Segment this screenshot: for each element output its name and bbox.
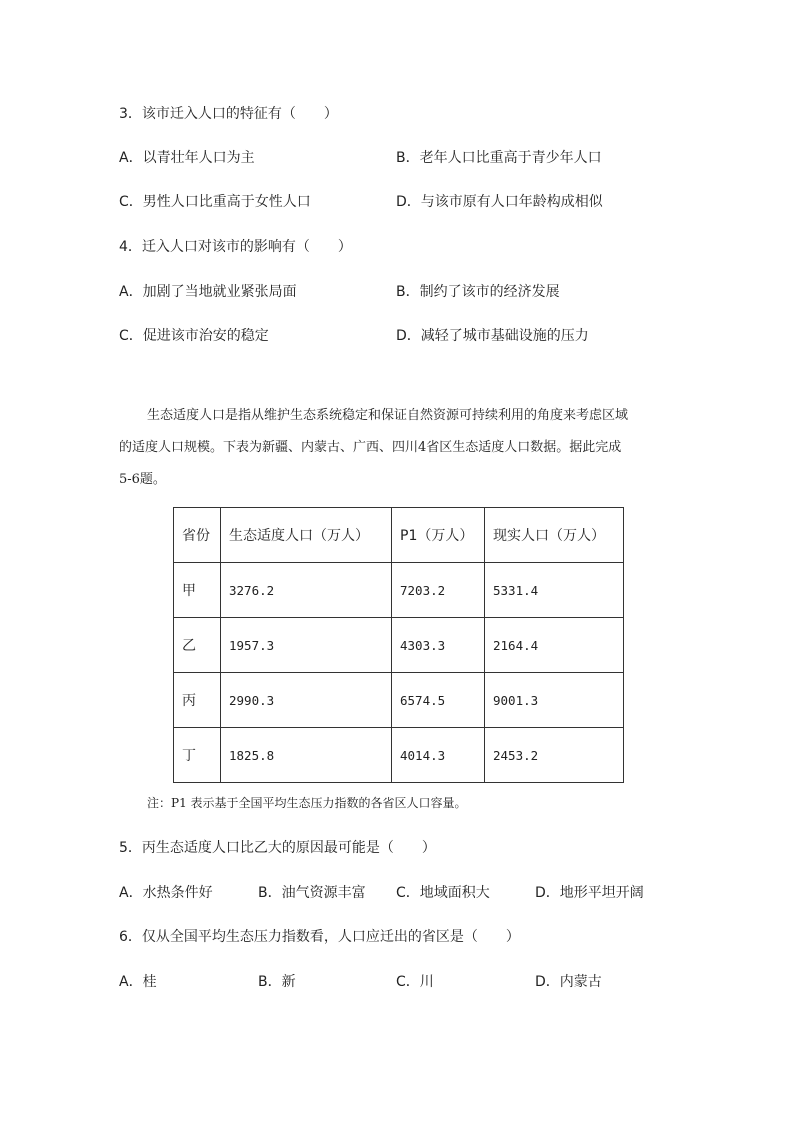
q3-option-b[interactable]: B．老年人口比重高于青少年人口	[396, 150, 602, 166]
header-actual-population: 现实人口（万人）	[485, 508, 624, 563]
table-cell: 5331.4	[485, 563, 624, 618]
table-note: 注：P1 表示基于全国平均生态压力指数的各省区人口容量。	[147, 796, 467, 810]
table-row	[174, 673, 624, 728]
table-cell: 7203.2	[392, 563, 485, 618]
population-table	[173, 507, 624, 783]
table-cell: 1825.8	[221, 728, 392, 783]
passage-line-3: 5-6题。	[119, 472, 166, 487]
table-cell: 2164.4	[485, 618, 624, 673]
q6-option-a[interactable]: A．桂	[119, 974, 157, 990]
table-header-row	[174, 508, 624, 563]
q5-option-c[interactable]: C．地域面积大	[396, 885, 490, 901]
q5-option-d[interactable]: D．地形平坦开阔	[535, 885, 644, 901]
table-cell: 4014.3	[392, 728, 485, 783]
reading-passage	[119, 400, 674, 496]
header-eco-population: 生态适度人口（万人）	[221, 508, 392, 563]
row-label: 甲	[174, 563, 221, 618]
q4-stem: 4．迁入人口对该市的影响有（ ）	[119, 239, 352, 255]
q5-stem: 5．丙生态适度人口比乙大的原因最可能是（ ）	[119, 840, 436, 856]
q5-option-b[interactable]: B．油气资源丰富	[258, 885, 366, 901]
q3-stem: 3．该市迁入人口的特征有（ ）	[119, 106, 338, 122]
q5-option-a[interactable]: A．水热条件好	[119, 885, 213, 901]
row-label: 乙	[174, 618, 221, 673]
header-province: 省份	[174, 508, 221, 563]
q6-option-d[interactable]: D．内蒙古	[535, 974, 602, 990]
table-cell: 6574.5	[392, 673, 485, 728]
table-row	[174, 618, 624, 673]
passage-line-2: 的适度人口规模。下表为新疆、内蒙古、广西、四川4省区生态适度人口数据。据此完成	[119, 440, 622, 455]
table-cell: 4303.3	[392, 618, 485, 673]
table-cell: 1957.3	[221, 618, 392, 673]
table-row	[174, 563, 624, 618]
table-cell: 2453.2	[485, 728, 624, 783]
q4-option-c[interactable]: C．促进该市治安的稳定	[119, 328, 269, 344]
q4-option-d[interactable]: D．减轻了城市基础设施的压力	[396, 328, 589, 344]
q4-option-a[interactable]: A．加剧了当地就业紧张局面	[119, 284, 297, 300]
table-cell: 3276.2	[221, 563, 392, 618]
q3-option-a[interactable]: A．以青壮年人口为主	[119, 150, 255, 166]
q6-stem: 6．仅从全国平均生态压力指数看，人口应迁出的省区是（ ）	[119, 929, 520, 945]
q3-option-c[interactable]: C．男性人口比重高于女性人口	[119, 194, 311, 210]
table-cell: 2990.3	[221, 673, 392, 728]
row-label: 丙	[174, 673, 221, 728]
table-cell: 9001.3	[485, 673, 624, 728]
q4-option-b[interactable]: B．制约了该市的经济发展	[396, 284, 560, 300]
q6-option-c[interactable]: C．川	[396, 974, 434, 990]
passage-line-1: 生态适度人口是指从维护生态系统稳定和保证自然资源可持续利用的角度来考虑区域	[147, 408, 629, 423]
row-label: 丁	[174, 728, 221, 783]
table-row	[174, 728, 624, 783]
q6-option-b[interactable]: B．新	[258, 974, 296, 990]
q3-option-d[interactable]: D．与该市原有人口年龄构成相似	[396, 194, 603, 210]
header-p1: P1（万人）	[392, 508, 485, 563]
